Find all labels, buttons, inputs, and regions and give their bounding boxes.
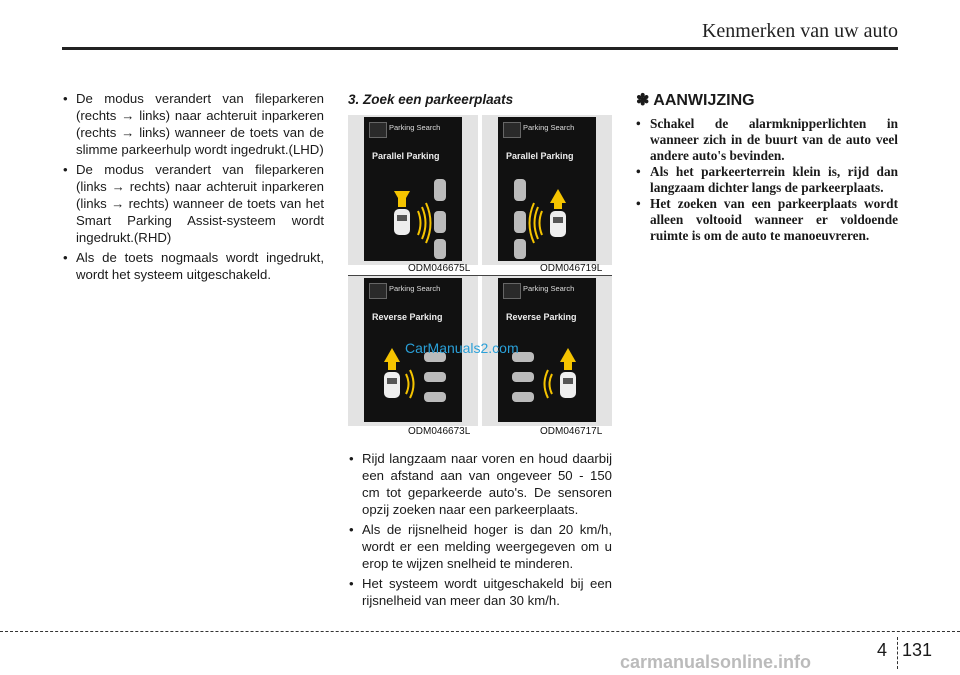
footer-rule <box>0 631 960 632</box>
screen-header: Parking Search <box>523 284 575 293</box>
screen-header: Parking Search <box>523 123 575 132</box>
watermark: CarManuals2.com <box>405 340 519 356</box>
footer-separator <box>897 637 898 669</box>
footer-watermark: carmanualsonline.info <box>620 652 812 672</box>
list-item: • Schakel de alarmknipperlichten in wanneer zich in de buurt van de auto veel andere auto's bevinden. <box>636 116 898 164</box>
figure-panel <box>482 115 612 265</box>
screen-mode: Parallel Parking <box>372 151 440 161</box>
search-icon <box>503 283 521 299</box>
list-item: • Als de rijsnelheid hoger is dan 20 km/h, wordt er een melding weergegeven om u erop te wijzen snelheid te minderen. <box>348 521 612 572</box>
search-icon <box>369 283 387 299</box>
header-rule <box>62 47 898 50</box>
list-item: • Rijd langzaam naar voren en houd daarbij een afstand aan van ongeveer 50 - 150 cm tot geparkeerde auto's. De sensoren opzij zoeken naar een parkeerplaats. <box>348 450 612 518</box>
list-item: • Het zoeken van een parkeerplaats wordt alleen voltooid wanneer er voldoende ruimte is om de auto te manoeuvreren. <box>636 196 898 244</box>
column-1 <box>62 90 324 286</box>
figure-code: ODM046719L <box>540 263 603 274</box>
section-title: 3. Zoek een parkeerplaats <box>348 92 514 107</box>
header-title: Kenmerken van uw auto <box>701 20 898 42</box>
list-item: • Het systeem wordt uitgeschakeld bij een rijsnelheid van meer dan 30 km/h. <box>348 575 612 609</box>
parking-graphic <box>364 167 462 261</box>
list-item: • Als het parkeerterrein klein is, rijd dan langzaam dichter langs de parkeerplaats. <box>636 164 898 196</box>
note-box <box>636 90 898 244</box>
screen-mode: Reverse Parking <box>372 312 443 322</box>
note-title: ✽ AANWIJZING <box>636 92 755 109</box>
parking-graphic <box>498 167 596 261</box>
screen-header: Parking Search <box>389 284 441 293</box>
screen-header: Parking Search <box>389 123 441 132</box>
figure-code: ODM046675L <box>408 263 471 274</box>
screen-mode: Reverse Parking <box>506 312 577 322</box>
search-icon <box>503 122 521 138</box>
figure-code: ODM046673L <box>408 426 471 437</box>
display-screen <box>364 117 462 261</box>
search-icon <box>369 122 387 138</box>
column-2 <box>348 450 612 612</box>
figure-panel <box>348 115 478 265</box>
display-screen <box>498 117 596 261</box>
screen-mode: Parallel Parking <box>506 151 574 161</box>
figure-grid <box>348 112 612 440</box>
list-item: • De modus verandert van fileparkeren (links → rechts) naar achteruit inparkeren (links → rechts) wanneer de toets van het Smart Parking Assist-systeem wordt ingedrukt.(RHD) <box>62 161 324 246</box>
list-item: • Als de toets nogmaals wordt ingedrukt, wordt het systeem uitgeschakeld. <box>62 249 324 283</box>
chapter-number: 4 <box>877 640 888 660</box>
list-item: • De modus verandert van fileparkeren (rechts → links) naar achteruit inparkeren (rechts → links) wanneer de toets van de slimme parkeerhulp wordt ingedrukt.(LHD) <box>62 90 324 158</box>
page-number: 131 <box>902 640 933 660</box>
figure-code: ODM046717L <box>540 426 603 437</box>
